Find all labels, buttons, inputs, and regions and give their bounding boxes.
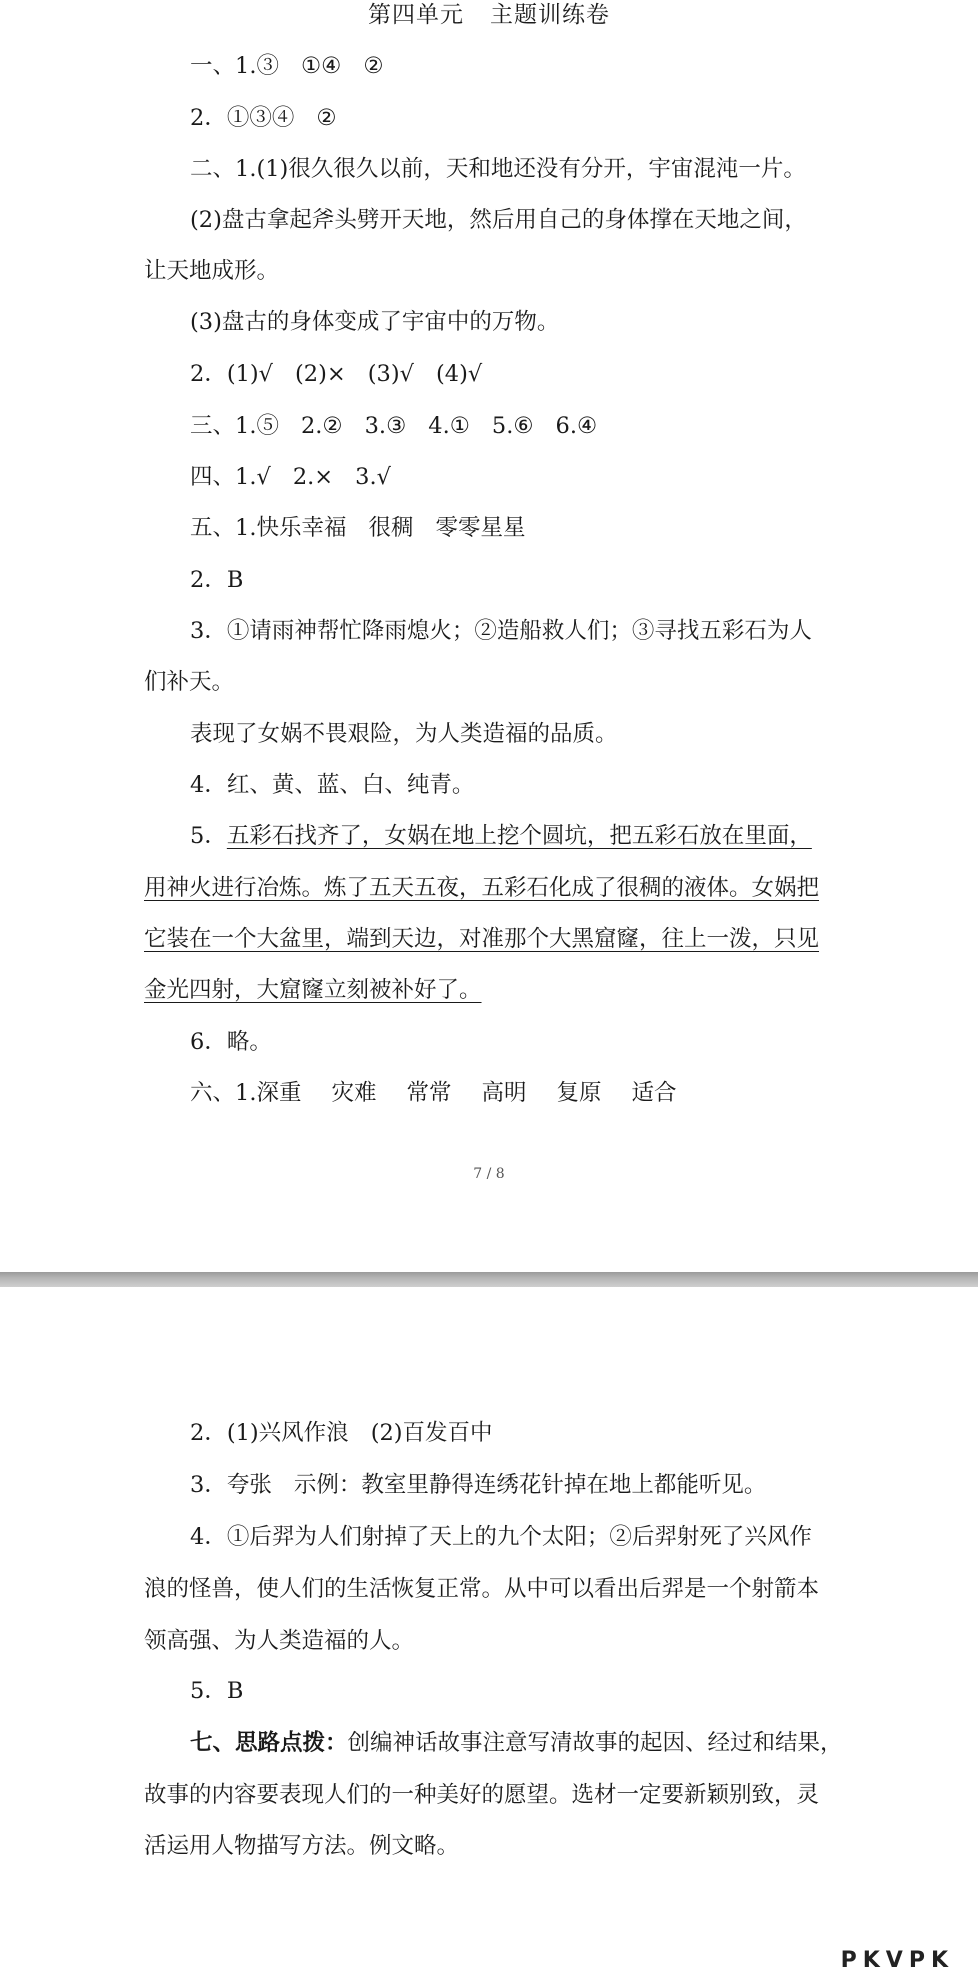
title-name: 主题训练卷	[490, 2, 610, 28]
answer-line: 七、思路点拨：创编神话故事注意写清故事的起因、经过和结果，	[190, 1730, 843, 1756]
answer-line: 6．略。	[190, 1029, 272, 1055]
underlined-answer: 五彩石找齐了，女娲在地上挖个圆坑，把五彩石放在里面，	[226, 823, 812, 849]
section-heading: 七、思路点拨：	[190, 1730, 348, 1756]
answer-line: (2)盘古拿起斧头劈开天地，然后用自己的身体撑在天地之间，	[190, 207, 807, 233]
answer-line: 2．B	[190, 567, 244, 593]
answer-line: 六、1.深重 灾难 常常 高明 复原 适合	[190, 1080, 677, 1106]
underlined-answer: 金光四射，大窟窿立刻被补好了。	[144, 977, 482, 1003]
answer-line: 4．①后羿为人们射掉了天上的九个太阳；②后羿射死了兴风作	[190, 1524, 812, 1550]
answer-line: 3．①请雨神帮忙降雨熄火；②造船救人们；③寻找五彩石为人	[190, 618, 812, 644]
watermark-logo: PKVPK	[840, 1948, 954, 1973]
title-unit: 第四单元	[368, 2, 464, 28]
answer-line: 故事的内容要表现人们的一种美好的愿望。选材一定要新颖别致，灵	[144, 1782, 820, 1808]
answer-line: 3．夸张 示例：教室里静得连绣花针掉在地上都能听见。	[190, 1472, 767, 1498]
answer-line: 2．(1)√ (2)× (3)√ (4)√	[190, 361, 483, 387]
answer-line: 二、1.(1)很久很久以前，天和地还没有分开，宇宙混沌一片。	[190, 156, 806, 182]
answer-line: 让天地成形。	[144, 258, 280, 284]
answer-line: 2．①③④ ②	[190, 105, 337, 131]
answer-line: 四、1.√ 2.× 3.√	[190, 464, 391, 490]
answer-line: 一、1.③ ①④ ②	[190, 53, 384, 79]
answer-line: 领高强、为人类造福的人。	[144, 1628, 415, 1654]
answer-line: 5．B	[190, 1678, 244, 1704]
answer-line: (3)盘古的身体变成了宇宙中的万物。	[190, 309, 560, 335]
answer-line: 5．五彩石找齐了，女娲在地上挖个圆坑，把五彩石放在里面，	[190, 823, 812, 849]
answer-line: 们补天。	[144, 669, 235, 695]
answer-line: 五、1.快乐幸福 很稠 零零星星	[190, 515, 526, 541]
answer-line: 浪的怪兽，使人们的生活恢复正常。从中可以看出后羿是一个射箭本	[144, 1576, 820, 1602]
page-title	[0, 0, 978, 30]
page-number: 7 / 8	[473, 1166, 505, 1182]
answer-line: 活运用人物描写方法。例文略。	[144, 1833, 460, 1859]
document-page-8	[0, 1287, 978, 1985]
answer-line: 2．(1)兴风作浪 (2)百发百中	[190, 1420, 493, 1446]
answer-line: 表现了女娲不畏艰险，为人类造福的品质。	[190, 721, 618, 747]
underlined-answer: 它装在一个大盆里，端到天边，对准那个大黑窟窿，往上一泼，只见	[144, 926, 820, 952]
underlined-answer: 用神火进行冶炼。炼了五天五夜，五彩石化成了很稠的液体。女娲把	[144, 875, 820, 901]
answer-line: 三、1.⑤ 2.② 3.③ 4.① 5.⑥ 6.④	[190, 413, 598, 439]
answer-line: 4．红、黄、蓝、白、纯青。	[190, 772, 475, 798]
page-separator	[0, 1272, 978, 1287]
